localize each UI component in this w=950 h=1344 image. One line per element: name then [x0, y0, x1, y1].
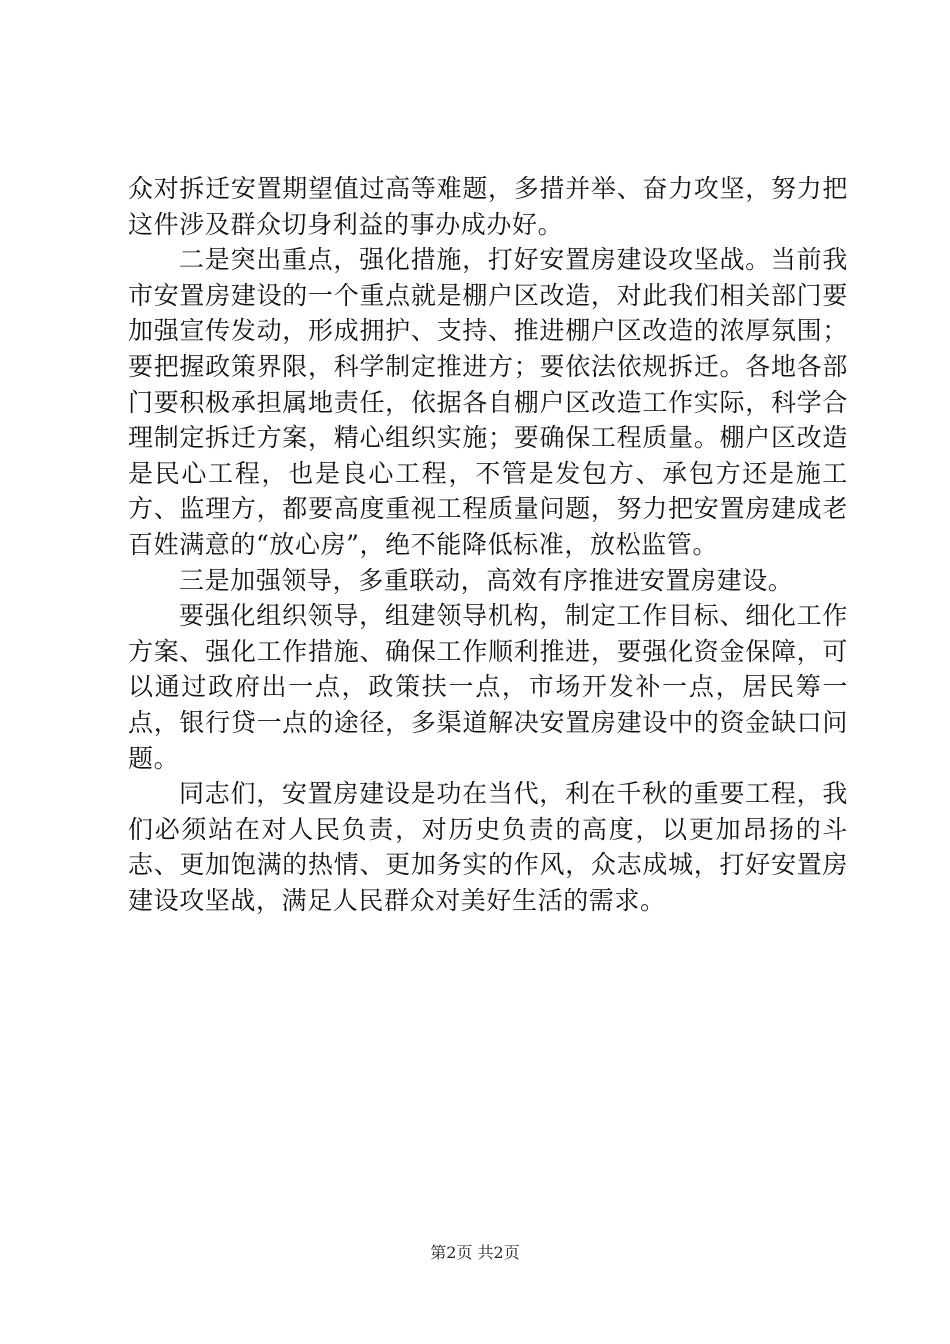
- page-number-footer: 第2页 共2页: [430, 1243, 520, 1262]
- paragraph-2: 二是突出重点，强化措施，打好安置房建设攻坚战。当前我市安置房建设的一个重点就是棚户区改造，对此我们相关部门要加强宣传发动，形成拥护、支持、推进棚户区改造的浓厚氛围；要把握政策界限，科学制定推进方；要依法依规拆迁。各地各部门要积极承担属地责任，依据各自棚户区改造工作实际，科学合理制定拆迁方案，精心组织实施；要确保工程质量。棚户区改造是民心工程，也是良心工程，不管是发包方、承包方还是施工方、监理方，都要高度重视工程质量问题，努力把安置房建成老百姓满意的“放心房”，绝不能降低标准，放松监管。: [128, 245, 848, 559]
- paragraph-1: 众对拆迁安置期望值过高等难题，多措并举、奋力攻坚，努力把这件涉及群众切身利益的事办成办好。: [128, 174, 848, 239]
- paragraph-4: 要强化组织领导，组建领导机构，制定工作目标、细化工作方案、强化工作措施、确保工作顺利推进，要强化资金保障，可以通过政府出一点，政策扶一点，市场开发补一点，居民筹一点，银行贷一点的途径，多渠道解决安置房建设中的资金缺口问题。: [128, 601, 848, 773]
- paragraph-3: 三是加强领导，多重联动，高效有序推进安置房建设。: [179, 565, 794, 595]
- document-body: [128, 171, 848, 918]
- paragraph-5: 同志们，安置房建设是功在当代，利在千秋的重要工程，我们必须站在对人民负责，对历史负责的高度，以更加昂扬的斗志、更加饱满的热情、更加务实的作风，众志成城，打好安置房建设攻坚战，满足人民群众对美好生活的需求。: [128, 779, 848, 915]
